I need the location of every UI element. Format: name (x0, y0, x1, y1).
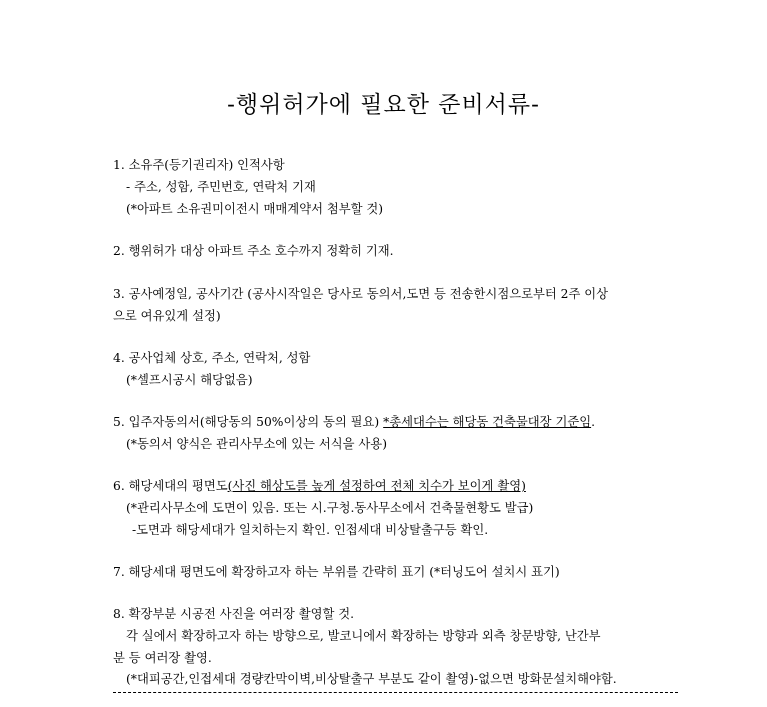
item-4-line-1: (*셀프시공시 해당없음) (126, 373, 253, 387)
item-2-heading: 2. 행위허가 대상 아파트 주소 호수까지 정확히 기재. (113, 244, 394, 258)
item-6-line-2: -도면과 해당세대가 일치하는지 확인. 인접세대 비상탈출구등 확인. (132, 523, 489, 537)
item-8-line-1: 각 실에서 확장하고자 하는 방향으로, 발코니에서 확장하는 방향과 외측 창문방향, 난간부 (126, 629, 601, 643)
item-6-heading-text: 6. 해당세대의 평면도 (113, 479, 228, 493)
dashed-divider (113, 692, 678, 693)
item-1-line-2: (*아파트 소유권미이전시 매매계약서 첨부할 것) (126, 202, 384, 216)
item-4-heading: 4. 공사업체 상호, 주소, 연락처, 성함 (113, 351, 311, 365)
item-8-line-3: (*대피공간,인접세대 경량칸막이벽,비상탈출구 부분도 같이 촬영)-없으면 방화문설치해야함. (126, 672, 617, 686)
item-5-underlined-note: *총세대수는 해당동 건축물대장 기준임 (383, 415, 592, 429)
item-1-line-1: - 주소, 성함, 주민번호, 연락처 기재 (126, 180, 316, 194)
item-6-line-1: (*관리사무소에 도면이 있음. 또는 시.구청.동사무소에서 건축물현황도 발급) (126, 501, 534, 515)
item-5-heading-tail: . (591, 415, 596, 429)
item-6-underlined-note: (사진 해상도를 높게 설정하여 전체 치수가 보이게 촬영) (227, 479, 526, 493)
item-8-heading: 8. 확장부분 시공전 사진을 여러장 촬영할 것. (113, 607, 355, 621)
item-3-heading: 3. 공사예정일, 공사기간 (공사시작일은 당사로 동의서,도면 등 전송한시점으로부터 2주 이상 (113, 287, 608, 301)
item-3-line-1: 으로 여유있게 설정) (113, 309, 221, 323)
item-1-heading: 1. 소유주(등기권리자) 인적사항 (113, 158, 285, 172)
item-8-line-2: 분 등 여러장 촬영. (113, 651, 212, 665)
item-6-heading (113, 478, 526, 494)
item-5-heading (113, 414, 595, 430)
item-5-heading-text: 5. 입주자동의서(해당동의 50%이상의 동의 필요) (113, 415, 384, 429)
item-7-heading: 7. 해당세대 평면도에 확장하고자 하는 부위를 간략히 표기 (*터닝도어 설치시 표기) (113, 565, 560, 579)
document-title: -행위허가에 필요한 준비서류- (227, 92, 540, 118)
item-5-line-1: (*동의서 양식은 관리사무소에 있는 서식을 사용) (126, 437, 387, 451)
